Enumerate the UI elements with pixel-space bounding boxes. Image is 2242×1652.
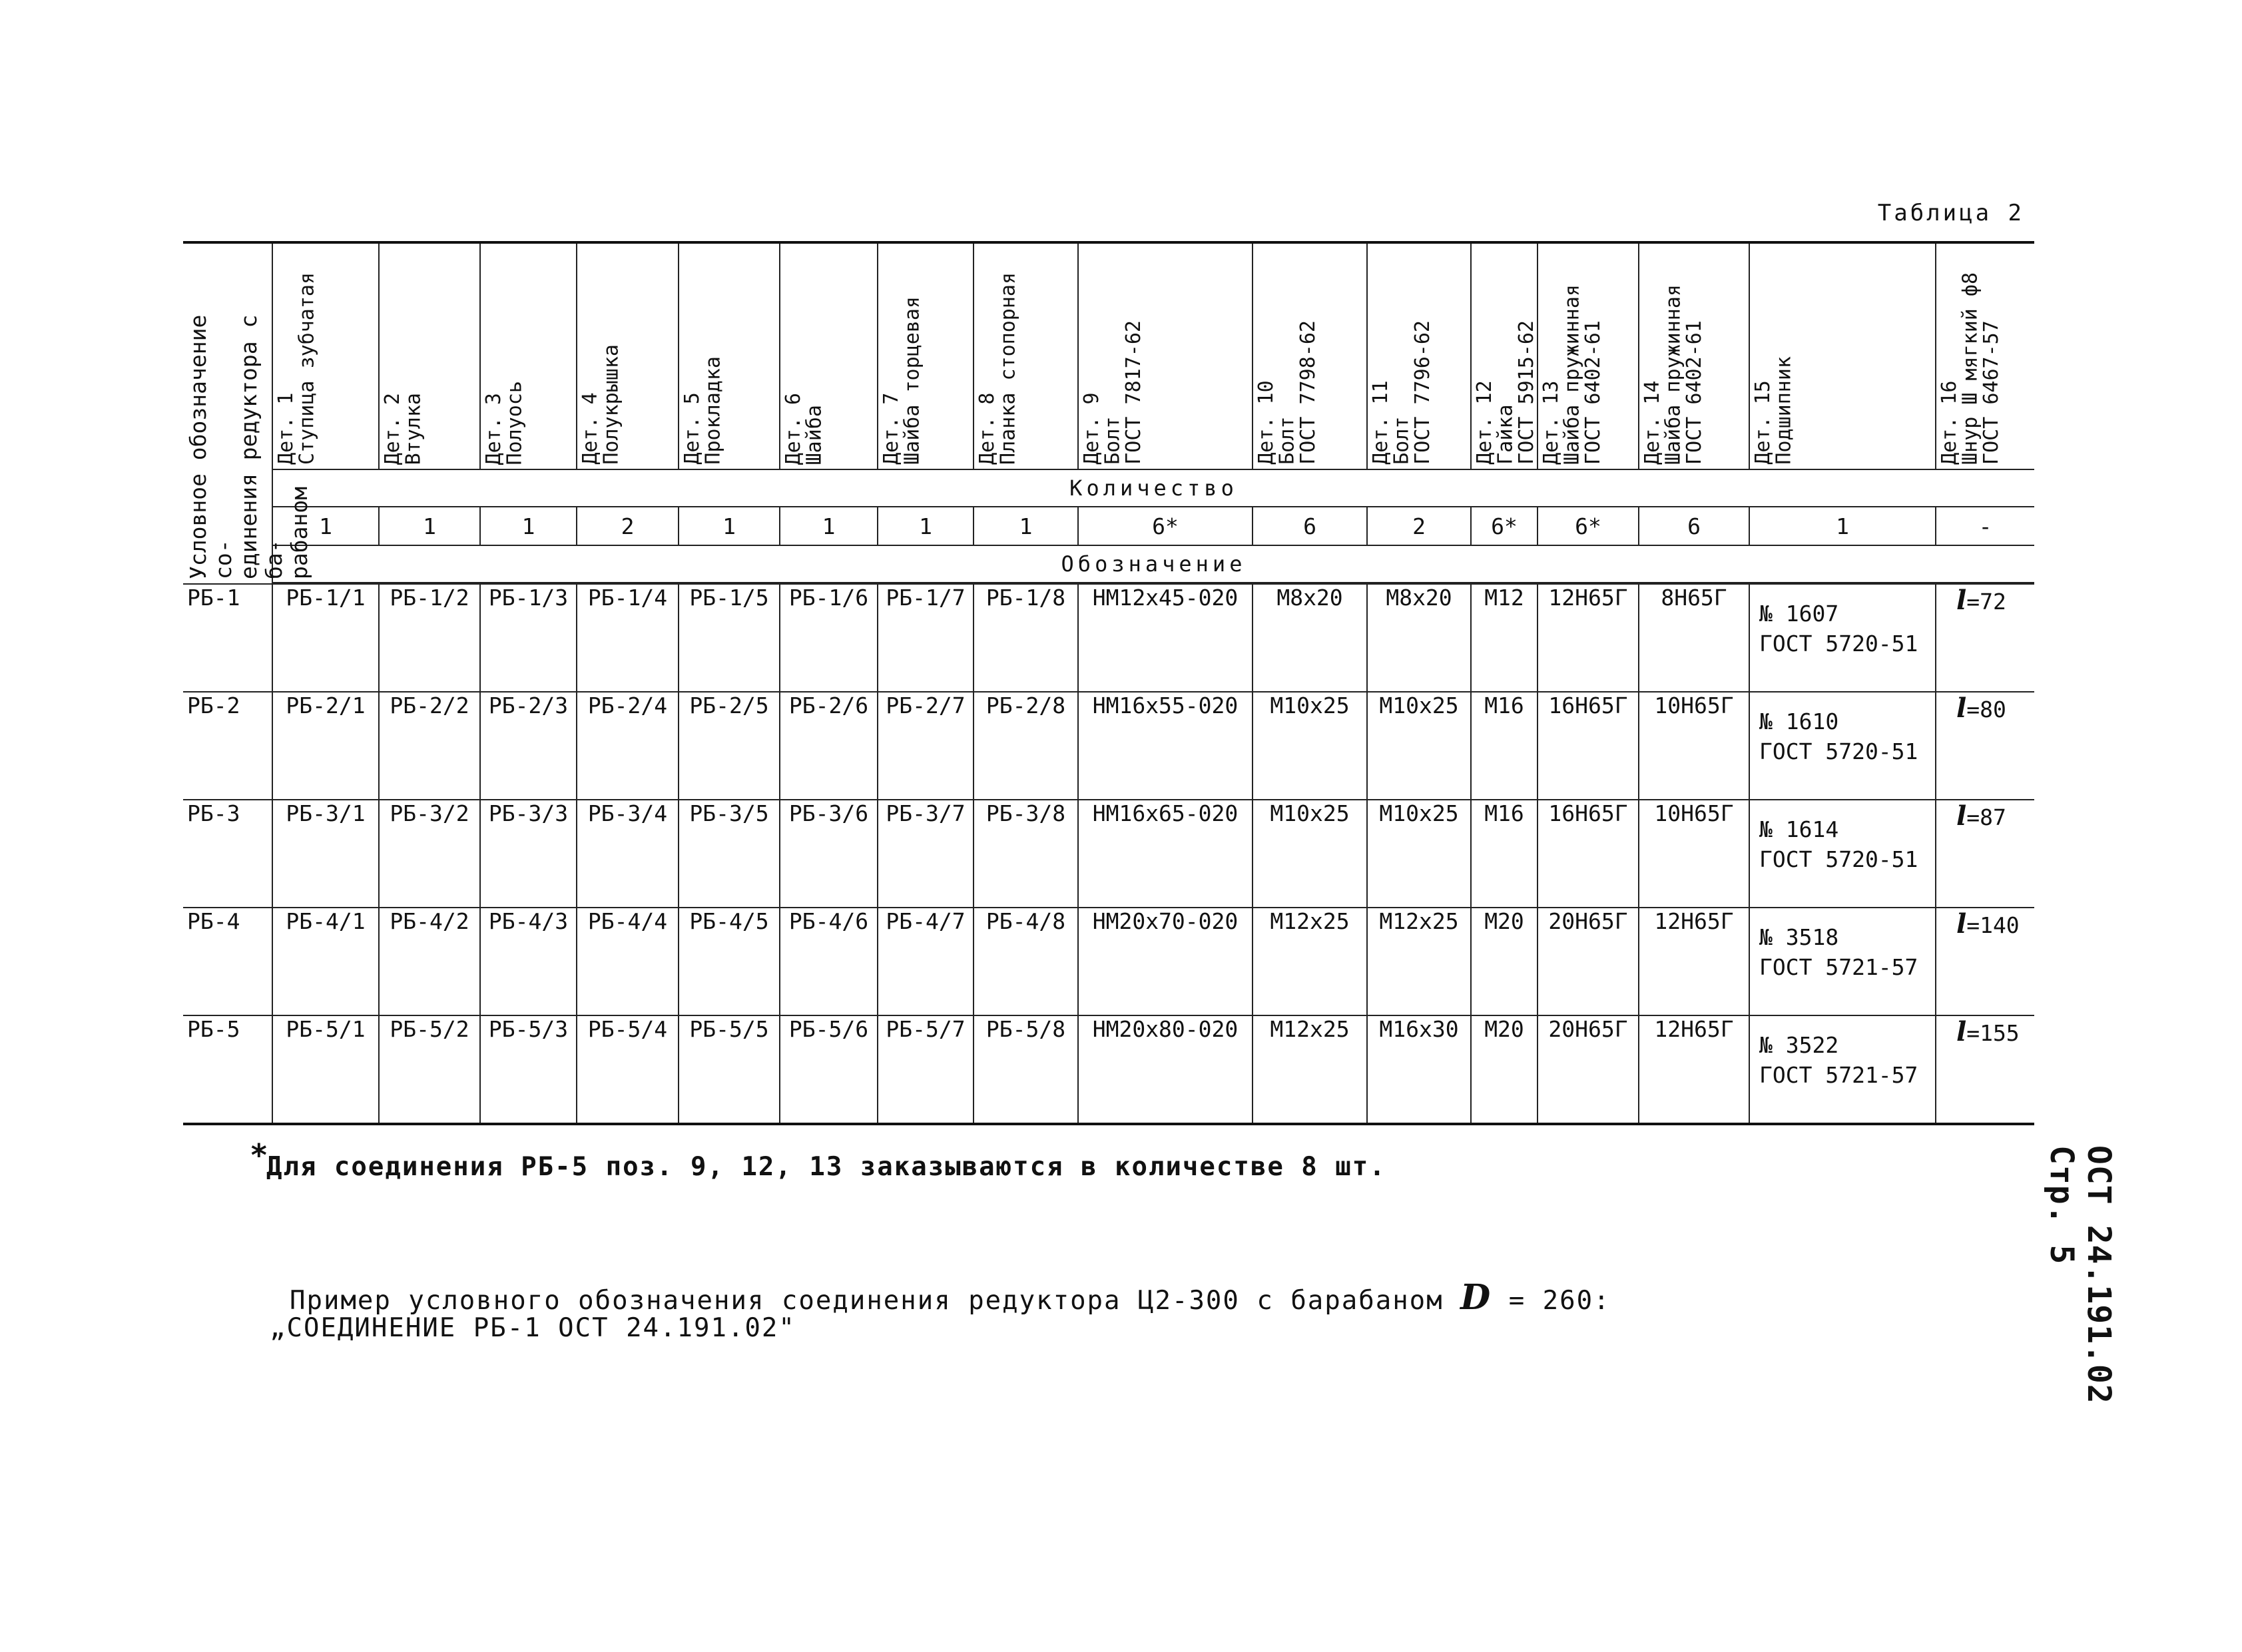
table-cell: НМ16х65-020 [1078,800,1253,908]
quantity-cell: 6* [1078,507,1253,545]
bearing-cell [1749,908,1936,1015]
bearing-cell [1749,800,1936,908]
band-designation: Обозначение [272,545,2034,583]
quantity-cell: 1 [780,507,878,545]
table-cell: РБ-3/6 [780,800,878,908]
bearing-gost: ГОСТ 5720-51 [1759,738,1918,764]
column-header-label: Дет. 6 Шайба [782,392,826,465]
table-cell: М16 [1471,800,1538,908]
bearing-gost: ГОСТ 5720-51 [1759,846,1918,872]
table-cell: РБ-4/1 [272,908,379,1015]
column-header-label: Дет. 4 Полукрышка [579,344,623,465]
table-cell: М20 [1471,908,1538,1015]
table-cell: М8х20 [1367,584,1471,692]
table-cell: 20Н65Г [1538,908,1639,1015]
quantity-cell: 1 [379,507,480,545]
column-header-15 [1749,242,1936,469]
table-cell: РБ-2/3 [480,692,577,800]
length-value: =155 [1966,1020,2020,1046]
table-cell: РБ-2/7 [878,692,974,800]
table-row [183,800,2034,908]
column-header-label: Дет. 8 Планка стопорная [976,272,1020,465]
length-symbol: l [1956,1016,1967,1047]
table-cell: М10х25 [1253,800,1367,908]
table-cell: РБ-1/1 [272,584,379,692]
length-value: =140 [1966,912,2020,938]
cord-length-cell [1936,584,2034,692]
table-cell: РБ-2/8 [974,692,1078,800]
table-cell: М12 [1471,584,1538,692]
quantity-cell: 1 [679,507,780,545]
table-cell: М12х25 [1253,1015,1367,1124]
spec-table [183,241,2034,1125]
column-header-label: Дет. 3 Полуось [482,380,527,465]
quantity-cell: 6 [1253,507,1367,545]
quantity-cell: 1 [1749,507,1936,545]
table-cell: РБ-5/7 [878,1015,974,1124]
band-quantity: Количество [272,469,2034,507]
table-cell: РБ-4/8 [974,908,1078,1015]
column-header-label: Дет. 5 Прокладка [681,356,725,465]
table-cell: РБ-1/5 [679,584,780,692]
table-cell: РБ-5/8 [974,1015,1078,1124]
table-cell: РБ-5/1 [272,1015,379,1124]
row-code: РБ-5 [183,1015,272,1124]
corner-header-text: Условное обозначение со- единения редуктора с ба- рабаном [185,314,312,579]
quantity-cell: 1 [974,507,1078,545]
table-cell: РБ-2/4 [577,692,679,800]
column-header-label: Дет. 13 Шайба пружинная ГОСТ 6402-61 [1540,284,1605,465]
table-cell: 12Н65Г [1538,584,1639,692]
row-code: РБ-4 [183,908,272,1015]
table-caption: Таблица 2 [1877,200,2024,226]
column-header-16 [1936,242,2034,469]
table-cell: М12х25 [1367,908,1471,1015]
quantity-cell: 2 [577,507,679,545]
column-header-label: Дет. 2 Втулка [381,392,425,465]
column-header-11 [1367,242,1471,469]
table-cell: 8Н65Г [1639,584,1749,692]
bearing-number: № 1614 [1759,816,1839,842]
table-cell: РБ-2/2 [379,692,480,800]
column-header-8 [974,242,1078,469]
example-prefix: Пример условного обозначения соединения редуктора Ц2-300 с барабаном [290,1286,1444,1316]
table-cell: РБ-1/8 [974,584,1078,692]
table-cell: НМ16х55-020 [1078,692,1253,800]
bearing-cell [1749,1015,1936,1124]
table-cell: РБ-2/5 [679,692,780,800]
table-cell: РБ-4/6 [780,908,878,1015]
column-header-14 [1639,242,1749,469]
table-cell: РБ-2/6 [780,692,878,800]
column-header-13 [1538,242,1639,469]
bearing-number: № 1607 [1759,601,1839,627]
table-cell: 10Н65Г [1639,800,1749,908]
length-value: =87 [1966,804,2006,830]
length-value: =80 [1966,696,2006,722]
table-cell: 20Н65Г [1538,1015,1639,1124]
column-header-label: Дет. 14 Шайба пружинная ГОСТ 6402-61 [1641,284,1706,465]
footnote-mark: * [250,1137,270,1173]
table-cell: М10х25 [1367,692,1471,800]
quantity-cell: 1 [272,507,379,545]
quantity-cell: 2 [1367,507,1471,545]
column-header-10 [1253,242,1367,469]
example-symbol: D [1460,1277,1492,1318]
table-cell: РБ-1/2 [379,584,480,692]
table-cell: М16 [1471,692,1538,800]
table-cell: РБ-1/3 [480,584,577,692]
column-header-4 [577,242,679,469]
table-cell: РБ-3/7 [878,800,974,908]
footnote [250,1137,1386,1182]
table-cell: РБ-5/4 [577,1015,679,1124]
table-cell: РБ-4/2 [379,908,480,1015]
bearing-number: № 3518 [1759,924,1839,950]
quantity-cell: 6* [1538,507,1639,545]
table-row [183,692,2034,800]
table-cell: РБ-3/3 [480,800,577,908]
table-cell: РБ-3/1 [272,800,379,908]
table-cell: 12Н65Г [1639,1015,1749,1124]
quantity-cell: 1 [878,507,974,545]
column-header-5 [679,242,780,469]
cord-length-cell [1936,1015,2034,1124]
table-cell: РБ-5/6 [780,1015,878,1124]
row-code: РБ-1 [183,584,272,692]
table-cell: РБ-4/5 [679,908,780,1015]
cord-length-cell [1936,800,2034,908]
column-header-7 [878,242,974,469]
table-cell: НМ20х80-020 [1078,1015,1253,1124]
table-cell: 10Н65Г [1639,692,1749,800]
row-code: РБ-3 [183,800,272,908]
example-line-1 [290,1277,1611,1318]
table-cell: РБ-1/6 [780,584,878,692]
table-cell: РБ-1/4 [577,584,679,692]
bearing-gost: ГОСТ 5721-57 [1759,1061,1918,1088]
column-header-12 [1471,242,1538,469]
quantity-cell: - [1936,507,2034,545]
table-cell: М8х20 [1253,584,1367,692]
table-cell: М10х25 [1253,692,1367,800]
column-header-6 [780,242,878,469]
bearing-cell [1749,692,1936,800]
length-symbol: l [1956,800,1967,832]
column-header-label: Дет. 10 Болт ГОСТ 7798-62 [1255,320,1320,465]
table-row [183,908,2034,1015]
table-cell: РБ-5/5 [679,1015,780,1124]
column-header-label: Дет. 7 Шайба торцевая [880,296,924,465]
example-line-2: „СОЕДИНЕНИЕ РБ-1 ОСТ 24.191.02" [270,1313,796,1343]
table-cell: 12Н65Г [1639,908,1749,1015]
table-cell: М16х30 [1367,1015,1471,1124]
column-header-2 [379,242,480,469]
column-header-label: Дет. 15 Подшипник [1751,356,1796,465]
side-document-code: ОСТ 24.191.02 Стр. 5 [2043,1145,2117,1404]
table-cell: НМ20х70-020 [1078,908,1253,1015]
bearing-gost: ГОСТ 5721-57 [1759,954,1918,980]
cord-length-cell [1936,908,2034,1015]
column-header-label: Дет. 1 Ступица зубчатая [274,272,319,465]
column-header-9 [1078,242,1253,469]
column-header-label: Дет. 9 Болт ГОСТ 7817-62 [1080,320,1145,465]
length-symbol: l [1956,908,1967,940]
length-symbol: l [1956,585,1967,616]
table-cell: РБ-4/3 [480,908,577,1015]
table-cell: РБ-4/7 [878,908,974,1015]
table-cell: РБ-3/8 [974,800,1078,908]
column-header-1 [272,242,379,469]
length-value: =72 [1966,589,2006,615]
table-cell: М10х25 [1367,800,1471,908]
bearing-number: № 1610 [1759,708,1839,734]
table-row [183,584,2034,692]
bearing-cell [1749,584,1936,692]
bearing-gost: ГОСТ 5720-51 [1759,630,1918,657]
footnote-text: Для соединения РБ-5 поз. 9, 12, 13 заказываются в количестве 8 шт. [266,1152,1386,1182]
table-cell: РБ-3/2 [379,800,480,908]
table-cell: НМ12х45-020 [1078,584,1253,692]
column-header-label: Дет. 16 Шнур Ш мягкий ф8 ГОСТ 6467-57 [1938,272,2003,465]
column-header-3 [480,242,577,469]
table-cell: 16Н65Г [1538,692,1639,800]
table-cell: М12х25 [1253,908,1367,1015]
bearing-number: № 3522 [1759,1032,1839,1058]
column-header-label: Дет. 12 Гайка ГОСТ 5915-62 [1473,320,1538,465]
quantity-cell: 6* [1471,507,1538,545]
table-cell: РБ-3/4 [577,800,679,908]
cord-length-cell [1936,692,2034,800]
quantity-cell: 6 [1639,507,1749,545]
table-cell: 16Н65Г [1538,800,1639,908]
example-suffix: = 260: [1508,1286,1611,1316]
table-cell: РБ-2/1 [272,692,379,800]
quantity-cell: 1 [480,507,577,545]
column-header-label: Дет. 11 Болт ГОСТ 7796-62 [1369,320,1434,465]
table-cell: РБ-5/3 [480,1015,577,1124]
table-cell: РБ-4/4 [577,908,679,1015]
length-symbol: l [1956,692,1967,724]
table-cell: РБ-5/2 [379,1015,480,1124]
table-cell: РБ-1/7 [878,584,974,692]
table-cell: РБ-3/5 [679,800,780,908]
row-code: РБ-2 [183,692,272,800]
table-row [183,1015,2034,1124]
table-cell: М20 [1471,1015,1538,1124]
